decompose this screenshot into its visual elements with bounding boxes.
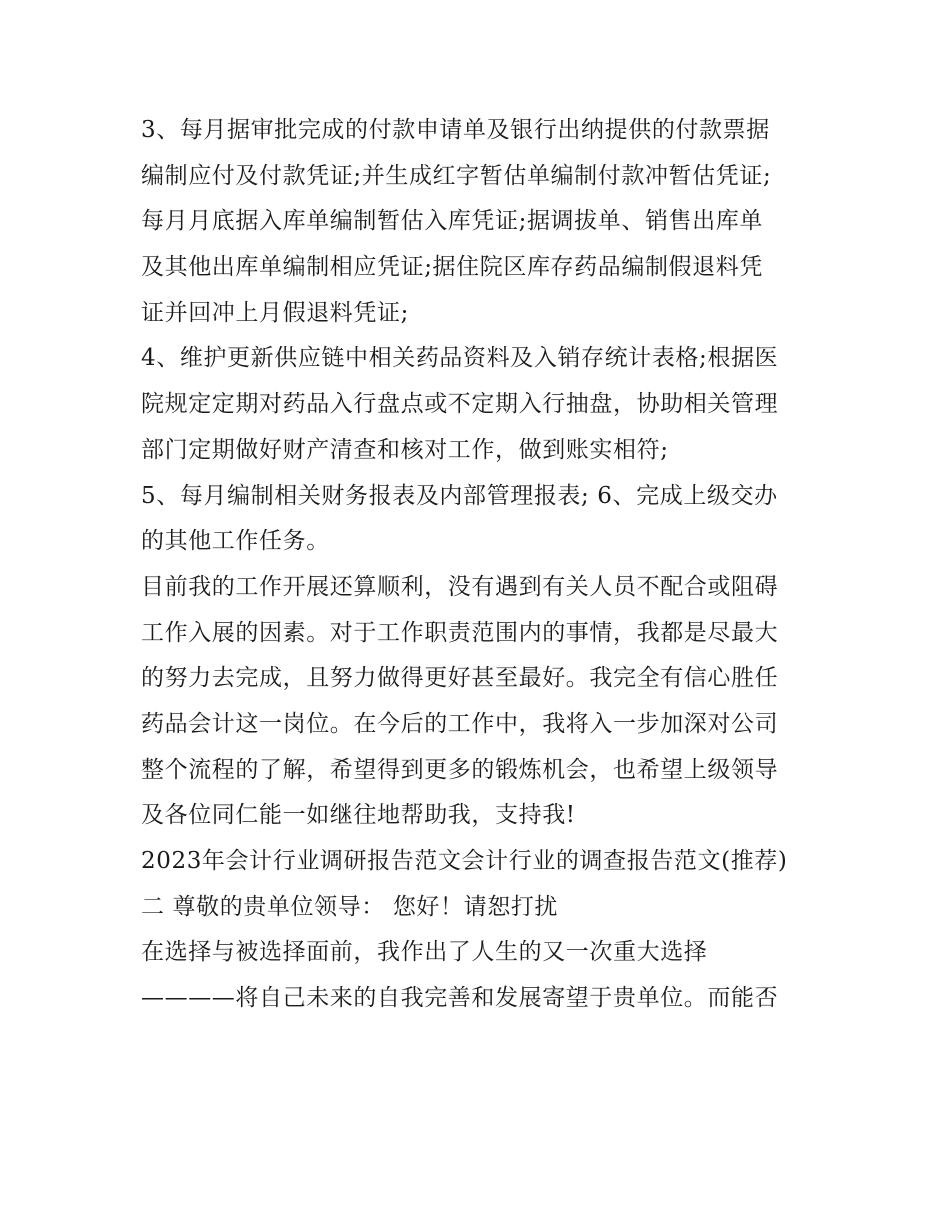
- text-line: 及各位同仁能一如继往地帮助我，支持我!: [141, 802, 576, 829]
- text-line: 部门定期做好财产清查和核对工作，做到账实相符;: [141, 436, 669, 463]
- text-line: 2023年会计行业调研报告范文会计行业的调查报告范文(推荐): [141, 848, 788, 874]
- text-line: 及其他出库单编制相应凭证;据住院区库存药品编制假退料凭: [141, 254, 763, 281]
- document-body: [141, 108, 821, 1022]
- text-line: 院规定定期对药品入行盘点或不定期入行抽盘，协助相关管理: [141, 391, 779, 418]
- text-line: 编制应付及付款凭证;并生成红字暂估单编制付款冲暂估凭证;: [141, 162, 772, 189]
- text-line: 药品会计这一岗位。在今后的工作中，我将入一步加深对公司: [141, 710, 779, 737]
- text-line: 工作入展的因素。对于工作职责范围内的事情，我都是尽最大: [141, 619, 779, 646]
- text-line: 3、每月据审批完成的付款申请单及银行出纳提供的付款票据: [141, 117, 770, 143]
- text-line: 每月月底据入库单编制暂估入库凭证;据调拔单、销售出库单: [141, 208, 763, 235]
- text-line: ————将自己未来的自我完善和发展寄望于贵单位。而能否: [141, 985, 779, 1012]
- text-line: 二 尊敬的贵单位领导： 您好！请恕打扰: [141, 893, 559, 920]
- text-line: 的努力去完成，且努力做得更好甚至最好。我完全有信心胜任: [141, 665, 779, 692]
- text-line: 4、维护更新供应链中相关药品资料及入销存统计表格;根据医: [141, 345, 779, 372]
- text-line: 证并回冲上月假退料凭证;: [141, 299, 409, 326]
- text-line: 在选择与被选择面前，我作出了人生的又一次重大选择: [141, 939, 708, 966]
- text-line: 目前我的工作开展还算顺利，没有遇到有关人员不配合或阻碍: [141, 573, 779, 600]
- text-line: 5、每月编制相关财务报表及内部管理报表; 6、完成上级交办: [141, 482, 778, 509]
- text-line: 的其他工作任务。: [141, 528, 330, 555]
- text-line: 整个流程的了解，希望得到更多的锻炼机会，也希望上级领导: [141, 756, 779, 783]
